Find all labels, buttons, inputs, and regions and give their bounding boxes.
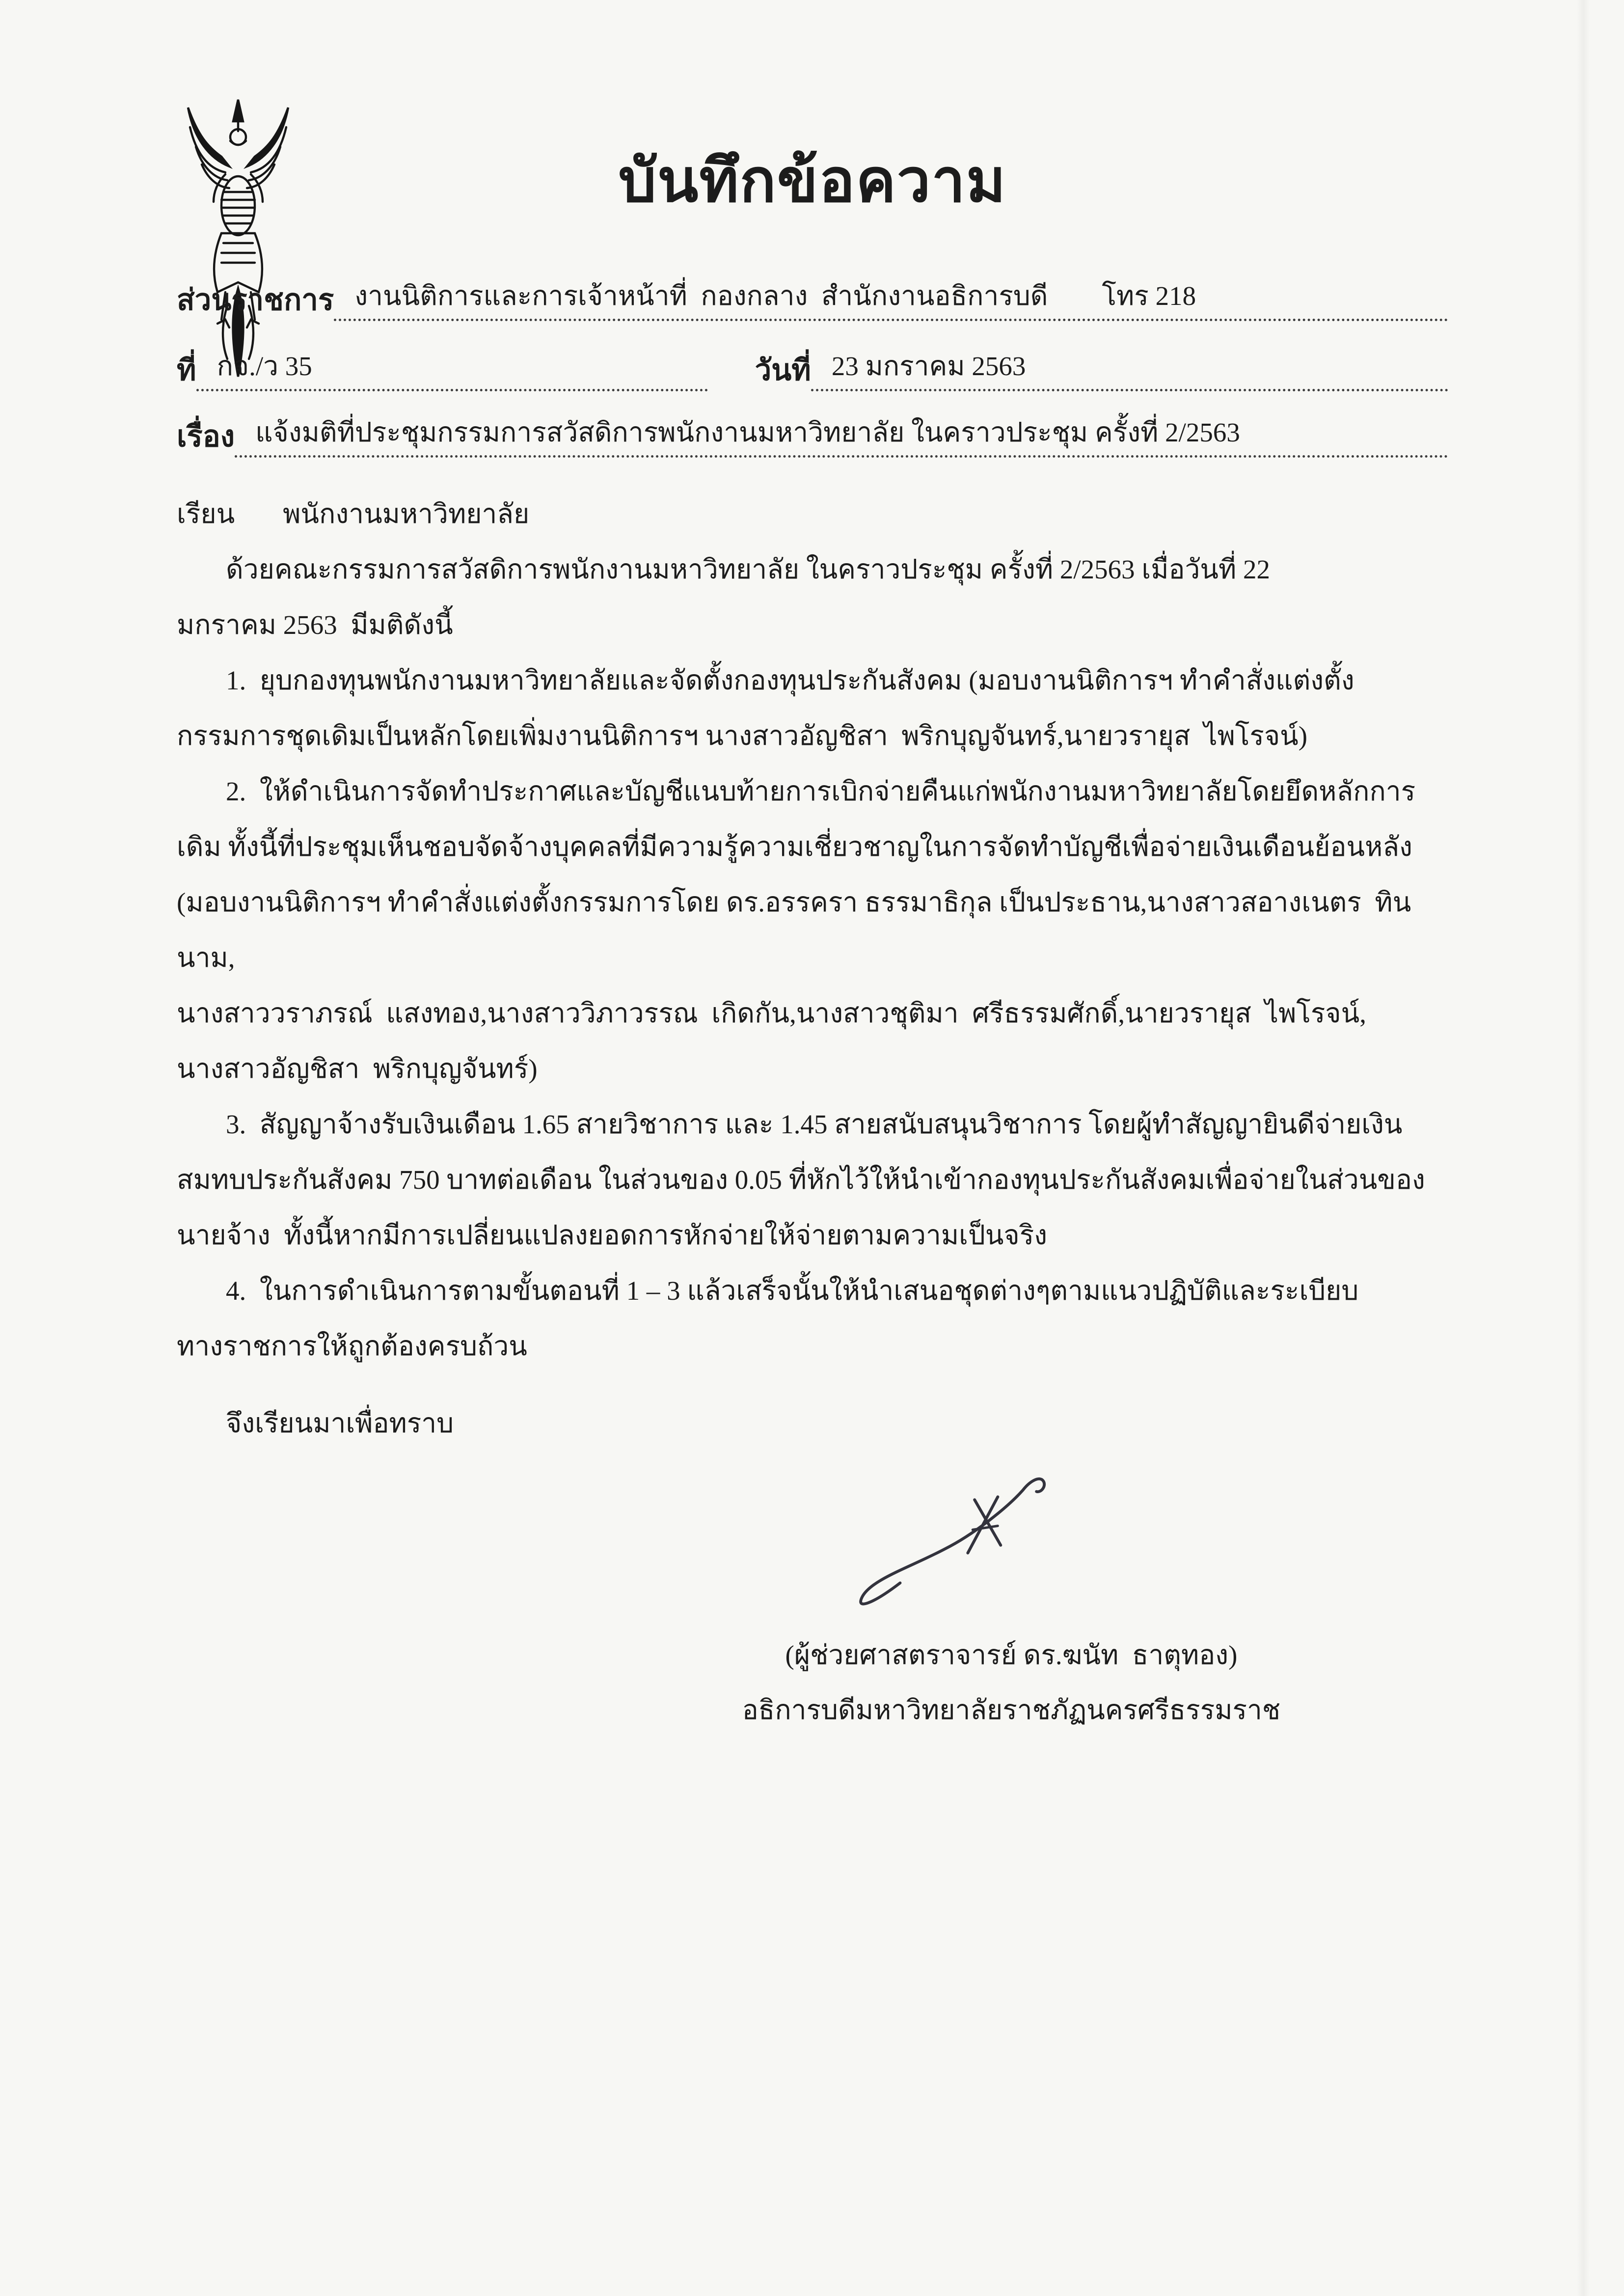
memo-content bbox=[0, 145, 1624, 1738]
body-line-item-2: 2. ให้ดำเนินการจัดทำประกาศและบัญชีแนบท้ายการเบิกจ่ายคืนแก่พนักงานมหาวิทยาลัยโดยยึดหลักการ bbox=[226, 776, 1416, 806]
closing-line: จึงเรียนมาเพื่อทราบ bbox=[226, 1408, 454, 1438]
body-line: นายจ้าง ทั้งนี้หากมีการเปลี่ยนแปลงยอดการหักจ่ายให้จ่ายตามความเป็นจริง bbox=[177, 1220, 1048, 1250]
body-line: (มอบงานนิติการฯ ทำคำสั่งแต่งตั้งกรรมการโดย ดร.อรรครา ธรรมาธิกุล เป็นประธาน,นางสาวสอางเนตร ทินนาม, bbox=[177, 887, 1411, 973]
number-value: กจ./ว 35 bbox=[196, 347, 708, 391]
body-line: นางสาววราภรณ์ แสงทอง,นางสาววิภาวรรณ เกิดกัน,นางสาวชุติมา ศรีธรรมศักดิ์,นายวรายุส ไพโรจน์, bbox=[177, 998, 1367, 1028]
signer-name: (ผู้ช่วยศาสตราจารย์ ดร.ฆนัท ธาตุทอง) bbox=[785, 1640, 1238, 1670]
handwritten-signature-icon bbox=[852, 1471, 1171, 1618]
body-line: มกราคม 2563 มีมติดังนี้ bbox=[177, 610, 453, 640]
body-line: สมทบประกันสังคม 750 บาทต่อเดือน ในส่วนของ 0.05 ที่หักไว้ให้นำเข้ากองทุนประกันสังคมเพื่อจ่ายในส่วนของ bbox=[177, 1165, 1425, 1195]
salutation-value: พนักงานมหาวิทยาลัย bbox=[283, 499, 530, 529]
date-label: วันที่ bbox=[755, 354, 811, 386]
memo-body bbox=[177, 486, 1448, 1451]
agency-value: งานนิติการและการเจ้าหน้าที่ กองกลาง สำนักงานอธิการบดี โทร 218 bbox=[334, 276, 1448, 321]
number-date-row bbox=[177, 347, 1448, 391]
date-value: 23 มกราคม 2563 bbox=[811, 347, 1448, 391]
subject-label: เรื่อง bbox=[177, 420, 235, 453]
body-line: นางสาวอัญชิสา พริกบุญจันทร์) bbox=[177, 1054, 538, 1084]
body-line-item-4: 4. ในการดำเนินการตามขั้นตอนที่ 1 – 3 แล้วเสร็จนั้นให้นำเสนอชุดต่างๆตามแนวปฏิบัติและระเบียบ bbox=[226, 1276, 1359, 1306]
salutation-row bbox=[177, 486, 1448, 542]
body-line-item-3: 3. สัญญาจ้างรับเงินเดือน 1.65 สายวิชาการ และ 1.45 สายสนับสนุนวิชาการ โดยผู้ทำสัญญายินดีจ่ายเงิน bbox=[226, 1109, 1403, 1139]
agency-label: ส่วนราชการ bbox=[177, 284, 334, 316]
body-line: เดิม ทั้งนี้ที่ประชุมเห็นชอบจัดจ้างบุคคลที่มีความรู้ความเชี่ยวชาญในการจัดทำบัญชีเพื่อจ่ายเงินเดือนย้อนหลัง bbox=[177, 832, 1412, 862]
body-line: ด้วยคณะกรรมการสวัสดิการพนักงานมหาวิทยาลัย ในคราวประชุม ครั้งที่ 2/2563 เมื่อวันที่ 22 bbox=[226, 554, 1271, 584]
signature-block bbox=[594, 1471, 1429, 1738]
signer-title: อธิการบดีมหาวิทยาลัยราชภัฏนครศรีธรรมราช bbox=[742, 1695, 1281, 1725]
number-label: ที่ bbox=[177, 354, 196, 386]
salutation-label: เรียน bbox=[177, 499, 235, 529]
body-line-item-1: 1. ยุบกองทุนพนักงานมหาวิทยาลัยและจัดตั้งกองทุนประกันสังคม (มอบงานนิติการฯ ทำคำสั่งแต่งตั้ง bbox=[226, 665, 1354, 695]
subject-row bbox=[177, 413, 1448, 458]
subject-value: แจ้งมติที่ประชุมกรรมการสวัสดิการพนักงานมหาวิทยาลัย ในคราวประชุม ครั้งที่ 2/2563 bbox=[235, 413, 1448, 458]
agency-row bbox=[177, 276, 1448, 321]
body-line: ทางราชการให้ถูกต้องครบถ้วน bbox=[177, 1331, 527, 1361]
page-title: บันทึกข้อความ bbox=[618, 148, 1007, 215]
body-line: กรรมการชุดเดิมเป็นหลักโดยเพิ่มงานนิติการฯ นางสาวอัญชิสา พริกบุญจันทร์,นายวรายุส ไพโรจน์) bbox=[177, 721, 1308, 751]
